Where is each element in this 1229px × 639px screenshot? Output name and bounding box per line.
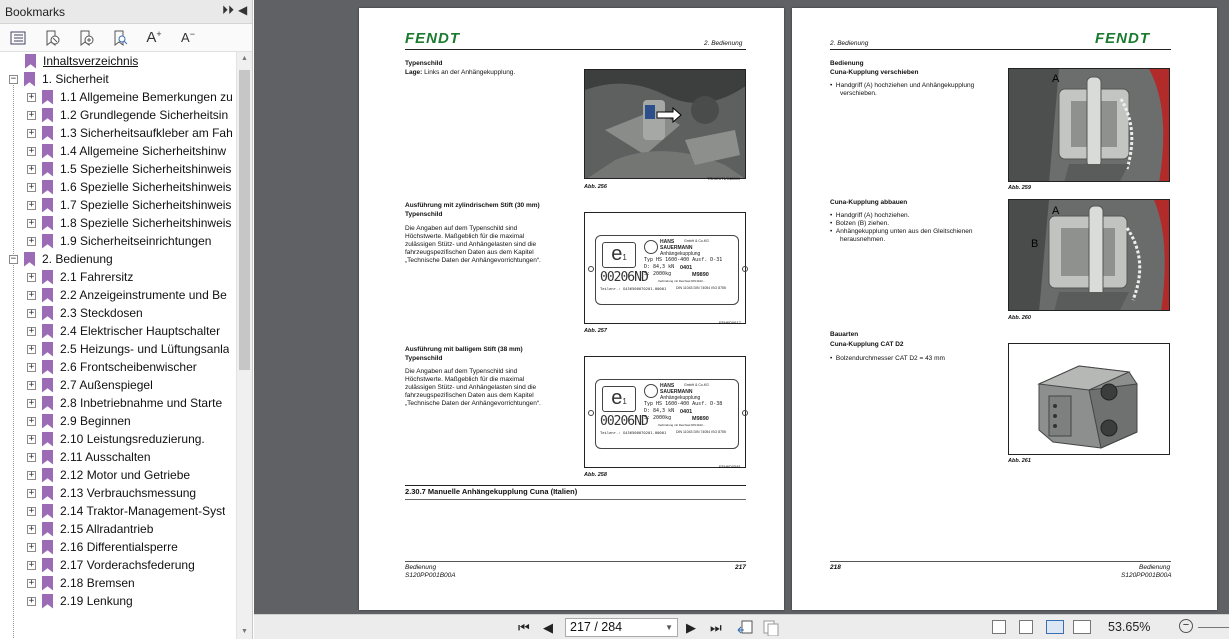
bookmark-item[interactable]	[27, 358, 197, 376]
expand-icon[interactable]: +	[28, 505, 35, 516]
tree-guide-line	[13, 78, 14, 258]
expand-icon[interactable]: +	[28, 577, 35, 588]
expand-icon[interactable]: +	[28, 325, 35, 336]
expand-icon[interactable]: +	[28, 289, 35, 300]
expand-icon[interactable]: +	[28, 343, 35, 354]
bookmark-icon	[42, 90, 53, 105]
cuna-hitch-photo-259	[1008, 68, 1170, 182]
paragraph: Die Angaben auf dem Typenschild sind Höchstwerte. Maßgeblich für die maximal zulässigen Stütz- und Anhängelasten sind die fahrzeugspezifischen Daten aus dem Kapitel „Technische Daten der Anhängevorrichtungen“.	[405, 225, 541, 264]
figure-caption: Abb. 259	[1008, 185, 1031, 191]
bookmarks-panel	[0, 0, 253, 639]
bookmark-label: 1.5 Spezielle Sicherheitshinweis	[60, 162, 232, 176]
page-header: 2. Bedienung	[704, 40, 743, 47]
footer-code: S120PP001B00A	[405, 572, 456, 579]
bookmark-options-icon[interactable]	[8, 28, 28, 48]
bullet-list: • Bolzendurchmesser CAT D2 = 43 mm	[830, 355, 945, 362]
bookmark-label: 2.11 Ausschalten	[60, 450, 151, 464]
bookmark-icon	[24, 252, 35, 267]
zoom-level[interactable]: 53.65%	[1108, 620, 1151, 634]
footer-rule	[405, 561, 746, 562]
expand-icon[interactable]: +	[28, 415, 35, 426]
type-plate-figure-258	[584, 356, 746, 468]
bookmark-label: 1.9 Sicherheitseinrichtungen	[60, 234, 212, 248]
page-217	[359, 8, 784, 610]
bookmark-icon	[42, 540, 53, 555]
bookmark-label: 2.8 Inbetriebnahme und Starte	[60, 396, 223, 410]
delete-bookmark-icon[interactable]	[42, 28, 62, 48]
footer-code: S120PP001B00A	[1121, 572, 1172, 579]
bookmark-label: 2.12 Motor und Getriebe	[60, 468, 191, 482]
section-title: Bauarten	[830, 331, 859, 338]
expand-icon[interactable]: +	[28, 127, 35, 138]
bookmark-item[interactable]	[27, 304, 143, 322]
bookmark-icon	[42, 558, 53, 573]
bookmark-icon	[42, 504, 53, 519]
expand-icon[interactable]: +	[28, 469, 35, 480]
next-page-icon[interactable]: ▶	[686, 620, 696, 635]
expand-icon[interactable]: +	[28, 523, 35, 534]
last-page-icon[interactable]: ⏭	[710, 620, 722, 635]
bookmark-icon	[42, 360, 53, 375]
cuna-cat-d2-figure	[1008, 343, 1170, 455]
bookmark-label: 2.3 Steckdosen	[60, 306, 143, 320]
figure-code: FFH6D0581	[719, 464, 741, 469]
section-title: Ausführung mit balligem Stift (38 mm)	[405, 346, 523, 353]
cuna-hitch-photo-260	[1008, 199, 1170, 311]
bookmark-icon	[42, 594, 53, 609]
section-subtitle: Typenschild	[405, 211, 443, 218]
bookmark-chapter[interactable]	[9, 70, 109, 88]
bookmark-icon	[42, 324, 53, 339]
bookmark-label: 1.6 Spezielle Sicherheitshinweis	[60, 180, 232, 194]
expand-panel-icon[interactable]: ⏵⏵	[222, 3, 235, 17]
bookmark-chapter[interactable]	[9, 250, 113, 268]
next-view-icon[interactable]	[762, 620, 780, 639]
increase-font-icon[interactable]: A +	[146, 28, 162, 46]
bookmark-item[interactable]	[27, 484, 196, 502]
collapse-icon[interactable]: −	[10, 73, 17, 84]
label-b: B	[1031, 238, 1039, 250]
bookmark-label: 2.7 Außenspiegel	[60, 378, 153, 392]
document-viewer[interactable]	[254, 0, 1229, 614]
expand-icon[interactable]: +	[28, 307, 35, 318]
bookmark-label: 2.14 Traktor-Management-Syst	[60, 504, 226, 518]
bookmarks-header	[0, 0, 252, 24]
expand-icon[interactable]: +	[28, 361, 35, 372]
section-title: Ausführung mit zylindrischem Stift (30 mm)	[405, 202, 540, 209]
figure-caption: Abb. 260	[1008, 315, 1031, 321]
single-page-view-icon[interactable]	[992, 620, 1006, 634]
brand-logo	[644, 384, 658, 398]
bookmark-icon	[42, 306, 53, 321]
expand-icon[interactable]: +	[28, 163, 35, 174]
section-title: Typenschild	[405, 60, 443, 67]
section-title: Bedienung	[830, 60, 864, 67]
chevron-down-icon[interactable]: ▼	[665, 623, 673, 632]
bookmark-item[interactable]	[27, 556, 195, 574]
page-number-field[interactable]: 217 / 284 ▼	[565, 618, 678, 637]
bookmark-item[interactable]	[27, 430, 205, 448]
expand-icon[interactable]: +	[28, 397, 35, 408]
bookmark-label: 2.2 Anzeigeinstrumente und Be	[60, 288, 227, 302]
section-subtitle: Cuna-Kupplung verschieben	[830, 69, 919, 76]
expand-icon[interactable]: +	[28, 91, 35, 102]
bookmark-item[interactable]	[27, 592, 133, 610]
bookmark-label: 2.17 Vorderachsfederung	[60, 558, 195, 572]
expand-icon[interactable]: +	[28, 145, 35, 156]
bookmark-item[interactable]	[27, 448, 151, 466]
bookmark-label: 2.5 Heizungs- und Lüftungsanla	[60, 342, 230, 356]
bookmark-icon	[42, 486, 53, 501]
expand-icon[interactable]: +	[28, 109, 35, 120]
expand-icon[interactable]: +	[28, 235, 35, 246]
status-bar	[254, 614, 1229, 639]
expand-icon[interactable]: +	[28, 595, 35, 606]
bookmark-item[interactable]	[27, 88, 233, 106]
expand-icon[interactable]: +	[28, 379, 35, 390]
bookmarks-toolbar	[0, 24, 252, 52]
page-number: 218	[830, 564, 841, 571]
add-bookmark-icon[interactable]	[76, 28, 96, 48]
previous-view-icon[interactable]	[736, 620, 754, 639]
hitch-photo	[584, 69, 746, 179]
e-mark: e1	[602, 386, 636, 412]
bookmark-tree	[0, 52, 236, 639]
bookmark-label: 2.9 Beginnen	[60, 414, 131, 428]
bookmark-label: 1.8 Spezielle Sicherheitshinweis	[60, 216, 232, 230]
bookmark-icon	[42, 162, 53, 177]
zoom-out-icon[interactable]: −	[1179, 619, 1193, 633]
figure-caption: Abb. 257	[584, 328, 607, 334]
expand-icon[interactable]: +	[28, 199, 35, 210]
page-218	[792, 8, 1217, 610]
bookmark-label: 2.4 Elektrischer Hauptschalter	[60, 324, 221, 338]
bookmark-icon	[42, 432, 53, 447]
type-plate-figure-257	[584, 212, 746, 324]
bookmark-item[interactable]	[27, 322, 220, 340]
tree-guide-line	[13, 258, 14, 639]
bookmark-icon	[42, 216, 53, 231]
bookmarks-title: Bookmarks	[5, 4, 66, 19]
bookmark-item[interactable]	[27, 232, 211, 250]
bookmark-label: 1.3 Sicherheitsaufkleber am Fah	[60, 126, 233, 140]
bookmark-item[interactable]	[27, 394, 222, 412]
bookmark-label: 2.6 Frontscheibenwischer	[60, 360, 197, 374]
bookmark-item[interactable]	[27, 286, 227, 304]
bookmark-icon	[42, 450, 53, 465]
figure-code: FFH6D0617	[719, 320, 741, 325]
bookmark-icon	[42, 144, 53, 159]
zoom-slider[interactable]	[1198, 627, 1229, 628]
bookmark-item[interactable]	[27, 412, 131, 430]
header-rule	[830, 49, 1171, 50]
scrollbar-thumb[interactable]	[239, 70, 250, 370]
bookmark-icon	[42, 378, 53, 393]
previous-page-icon[interactable]: ◀	[543, 620, 553, 635]
e-mark: e1	[602, 242, 636, 268]
bookmark-item[interactable]	[27, 538, 178, 556]
bookmark-icon	[25, 54, 36, 69]
expand-icon[interactable]: +	[28, 451, 35, 462]
bullet-list: • Handgriff (A) hochziehen und Anhängekupplung verschieben.	[830, 82, 975, 97]
bookmark-icon	[42, 342, 53, 357]
expand-icon[interactable]: +	[28, 433, 35, 444]
figure-caption: Abb. 256	[584, 184, 607, 190]
expand-icon[interactable]: +	[28, 487, 35, 498]
bookmark-icon	[42, 414, 53, 429]
bookmark-label: 2.18 Bremsen	[60, 576, 135, 590]
brand-logo	[644, 240, 658, 254]
collapse-icon[interactable]: −	[10, 253, 17, 264]
expand-icon[interactable]: +	[28, 559, 35, 570]
fendt-logo: FENDT	[405, 30, 460, 47]
bookmark-label: 1.4 Allgemeine Sicherheitshinw	[60, 144, 227, 158]
type-plate: e1 HANS SAUERMANN GmbH & Co.KG Anhängekupplung Typ HS 1600-400 Ausf. D-31 D: 84,3 kN S: 2000kg 0401 M9890 00206ND Verbindung mit Deichsel DIN1102... Teilenr.: G436500070201.00001 DIN 11043 DIN 74054 ISO 8755	[595, 235, 739, 305]
bookmark-item[interactable]	[27, 574, 135, 592]
page-number: 217	[735, 564, 746, 571]
section-rule	[405, 485, 746, 486]
expand-icon[interactable]: +	[28, 181, 35, 192]
section-subtitle: Typenschild	[405, 355, 443, 362]
footer-text: Bedienung	[405, 564, 437, 571]
section-rule	[405, 499, 746, 500]
bookmark-icon	[42, 108, 53, 123]
figure-caption: Abb. 261	[1008, 458, 1031, 464]
footer-text: Bedienung	[1139, 564, 1171, 571]
bookmark-item[interactable]	[27, 340, 229, 358]
figure-caption: Abb. 258	[584, 472, 607, 478]
bookmark-item[interactable]	[27, 142, 226, 160]
label-a: A	[1052, 73, 1060, 85]
bookmark-item[interactable]	[27, 178, 231, 196]
bookmark-label: 2.16 Differentialsperre	[60, 540, 178, 554]
footer-rule	[830, 561, 1171, 562]
scroll-down-icon[interactable]: ▼	[241, 628, 248, 635]
bookmark-icon	[42, 180, 53, 195]
bookmark-icon	[42, 198, 53, 213]
bookmark-icon	[42, 270, 53, 285]
bookmark-label: 2.15 Allradantrieb	[60, 522, 154, 536]
bookmark-item[interactable]	[27, 214, 231, 232]
collapse-panel-icon[interactable]: ◀	[238, 3, 248, 17]
find-bookmark-icon[interactable]	[110, 28, 130, 48]
bookmark-item[interactable]	[27, 160, 231, 178]
bookmark-icon	[42, 468, 53, 483]
bookmark-icon	[42, 522, 53, 537]
bookmark-icon	[24, 72, 35, 87]
bookmark-icon	[42, 126, 53, 141]
bookmark-item[interactable]	[27, 106, 228, 124]
bookmark-icon	[42, 396, 53, 411]
continuous-view-icon[interactable]	[1019, 620, 1033, 634]
bookmark-label: 2.10 Leistungsreduzierung.	[60, 432, 205, 446]
bullet-list: • Handgriff (A) hochziehen. • Bolzen (B) ziehen. • Anhängekupplung unten aus den Gleitschienen herausnehmen.	[830, 212, 973, 243]
decrease-font-icon[interactable]: A −	[181, 28, 195, 45]
bookmark-item[interactable]	[27, 466, 190, 484]
paragraph: Die Angaben auf dem Typenschild sind Höchstwerte. Maßgeblich für die maximal zulässigen Stütz- und Anhängelasten sind die fahrzeugspezifischen Daten aus dem Kapitel „Technische Daten der Anhängevorrichtungen“.	[405, 368, 541, 407]
bookmark-label: 2.1 Fahrersitz	[60, 270, 134, 284]
bookmark-label: 2.19 Lenkung	[60, 594, 133, 608]
bookmark-label: 1. Sicherheit	[42, 72, 109, 86]
bookmark-item[interactable]	[27, 268, 133, 286]
section-heading: 2.30.7 Manuelle Anhängekupplung Cuna (Italien)	[405, 487, 578, 496]
bookmark-label: 1.7 Spezielle Sicherheitshinweis	[60, 198, 232, 212]
bookmark-item[interactable]	[27, 376, 153, 394]
two-page-view-icon[interactable]	[1046, 620, 1064, 634]
two-page-continuous-view-icon[interactable]	[1073, 620, 1091, 634]
toc-bookmark[interactable]: Inhaltsverzeichnis	[25, 52, 138, 70]
bookmark-label: 2.13 Verbrauchsmessung	[60, 486, 197, 500]
figure-code: TRK/E0T1/048001	[707, 176, 741, 181]
location-text: Lage: Links an der Anhängekupplung.	[405, 69, 516, 76]
section-subtitle: Cuna-Kupplung CAT D2	[830, 341, 904, 348]
label-a: A	[1052, 205, 1060, 217]
section-subtitle: Cuna-Kupplung abbauen	[830, 199, 908, 206]
bookmark-icon	[42, 576, 53, 591]
bookmark-label: 1.1 Allgemeine Bemerkungen zu	[60, 90, 233, 104]
expand-icon[interactable]: +	[28, 271, 35, 282]
bookmark-label: 1.2 Grundlegende Sicherheitsin	[60, 108, 229, 122]
bookmark-icon	[42, 288, 53, 303]
bookmark-icon	[42, 234, 53, 249]
bookmark-item[interactable]	[27, 502, 225, 520]
bookmark-item[interactable]	[27, 196, 231, 214]
scroll-up-icon[interactable]: ▲	[241, 55, 248, 62]
type-plate: e1 HANS SAUERMANN GmbH & Co.KG Anhängekupplung Typ HS 1600-400 Ausf. D-38 D: 84,3 kN S: 2000kg 0401 M9890 00206ND Verbindung mit Deichsel DIN1102... Teilenr.: G436500070201.00001 DIN 11043 DIN 74054 ISO 8755	[595, 379, 739, 449]
header-rule	[405, 49, 746, 50]
bookmarks-scrollbar[interactable]	[236, 52, 252, 639]
bookmark-item[interactable]	[27, 124, 233, 142]
bookmark-item[interactable]	[27, 520, 153, 538]
expand-icon[interactable]: +	[28, 217, 35, 228]
page-header: 2. Bedienung	[830, 40, 869, 47]
fendt-logo: FENDT	[1095, 30, 1150, 47]
expand-icon[interactable]: +	[28, 541, 35, 552]
first-page-icon[interactable]: ⏮	[518, 620, 530, 635]
bookmark-label: 2. Bedienung	[42, 252, 113, 266]
